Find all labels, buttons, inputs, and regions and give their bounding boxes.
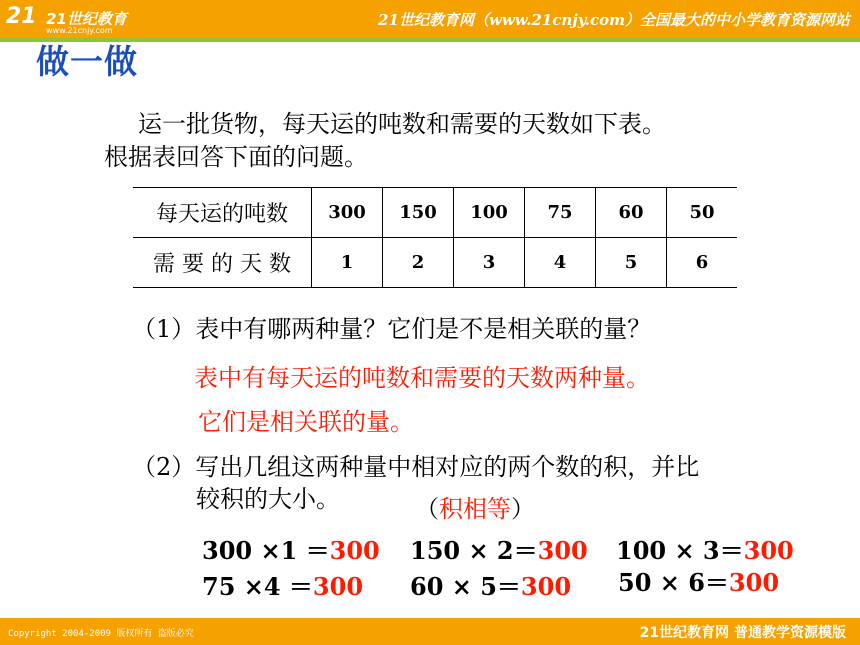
note-close: ） <box>511 495 535 523</box>
equation-expr: 50 × 6＝ <box>618 568 729 597</box>
table-row <box>133 188 737 238</box>
equation-expr: 60 × 5＝ <box>410 572 521 601</box>
logo-url: www.21cnjy.com <box>46 26 113 35</box>
equation-expr: 75 ×4 ＝ <box>202 572 313 601</box>
table-cell: 4 <box>525 238 596 288</box>
logo-text: 21世纪教育 <box>46 10 127 28</box>
table-cell: 5 <box>596 238 667 288</box>
answer-1b: 它们是相关联的量。 <box>198 408 414 436</box>
equation-expr: 300 ×1 ＝ <box>202 536 330 565</box>
equation <box>410 567 571 602</box>
logo-mark: 21 <box>6 4 37 29</box>
top-banner <box>0 0 860 38</box>
equation <box>410 531 588 566</box>
equation <box>202 567 363 602</box>
table-cell: 60 <box>596 188 667 238</box>
table-cell: 1 <box>312 238 383 288</box>
equation-result: 300 <box>537 536 588 565</box>
site-banner-text: 21世纪教育网（www.21cnjy.com）全国最大的中小学教育资源网站 <box>378 11 850 29</box>
table-cell: 100 <box>454 188 525 238</box>
intro-line-2: 根据表回答下面的问题。 <box>104 143 368 171</box>
footer-bar <box>0 618 860 645</box>
table-cell: 150 <box>383 188 454 238</box>
equation-result: 300 <box>728 568 780 597</box>
equation-result: 300 <box>329 536 380 565</box>
note-text: 积相等 <box>439 495 511 523</box>
question-1: （1）表中有哪两种量？它们是不是相关联的量？ <box>132 315 652 343</box>
data-table <box>133 187 737 288</box>
equation-result: 300 <box>743 536 794 565</box>
product-note <box>415 493 535 526</box>
copyright-text: Copyright 2004-2009 版权所有 盗版必究 <box>8 629 194 639</box>
table-cell: 50 <box>667 188 738 238</box>
page-title: 做一做 <box>36 42 138 81</box>
table-cell: 2 <box>383 238 454 288</box>
intro-text <box>104 108 794 174</box>
equation-result: 300 <box>312 572 364 601</box>
site-logo[interactable] <box>6 2 191 36</box>
footer-brand: 21世纪教育网 普通教学资源模版 <box>639 625 846 641</box>
table-cell: 75 <box>525 188 596 238</box>
answer-1a: 表中有每天运的吨数和需要的天数两种量。 <box>194 364 650 392</box>
row-label: 需 要 的 天 数 <box>133 238 312 288</box>
table-cell: 300 <box>312 188 383 238</box>
equation <box>202 531 380 566</box>
equation-expr: 150 × 2＝ <box>410 536 538 565</box>
table-cell: 6 <box>667 238 738 288</box>
equation-expr: 100 × 3＝ <box>616 536 744 565</box>
table-cell: 3 <box>454 238 525 288</box>
equation <box>616 531 794 566</box>
intro-line-1: 运一批货物，每天运的吨数和需要的天数如下表。 <box>138 110 666 138</box>
note-open: （ <box>415 495 439 523</box>
question-2-line-2: 较积的大小。 <box>196 485 340 513</box>
equation <box>618 563 779 598</box>
row-label: 每天运的吨数 <box>133 188 312 238</box>
question-2-line-1: （2）写出几组这两种量中相对应的两个数的积，并比 <box>132 453 700 481</box>
equation-result: 300 <box>520 572 572 601</box>
table-row <box>133 238 737 288</box>
